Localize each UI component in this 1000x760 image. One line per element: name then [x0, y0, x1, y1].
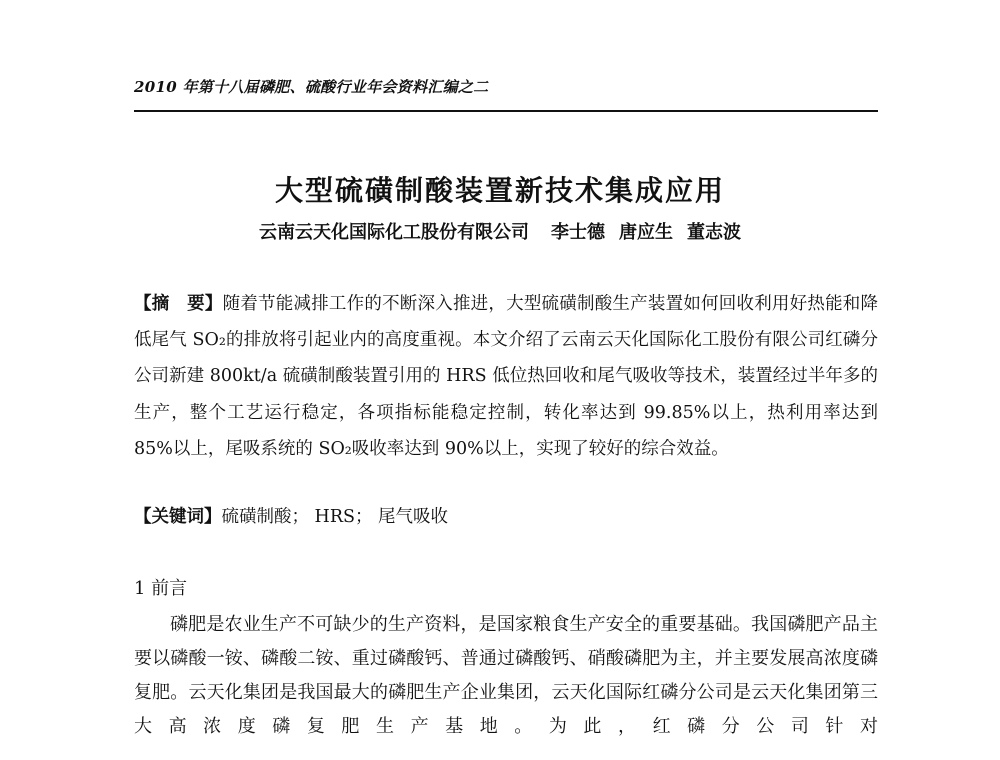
section-heading: 1 前言	[134, 578, 188, 599]
keywords	[134, 502, 878, 532]
keywords-label: 【关键词】	[134, 507, 222, 527]
header-rule	[134, 110, 878, 112]
author-name: 李士德	[551, 222, 605, 243]
author-name: 董志波	[687, 222, 741, 243]
byline	[0, 218, 1000, 244]
abstract	[134, 286, 878, 467]
abstract-label: 【摘 要】	[134, 294, 223, 314]
abstract-text: 随着节能减排工作的不断深入推进，大型硫磺制酸生产装置如何回收利用好热能和降低尾气 SO₂的排放将引起业内的高度重视。本文介绍了云南云天化国际化工股份有限公司红磷分公司新建 800kt/a 硫磺制酸装置引用的 HRS 低位热回收和尾气吸收等技术，装置经过半年多的生产，整个工艺运行稳定，各项指标能稳定控制，转化率达到 99.85%以上，热利用率达到 85%以上，尾吸系统的 SO₂吸收率达到 90%以上，实现了较好的综合效益。	[134, 294, 879, 459]
author-name: 唐应生	[619, 222, 673, 243]
running-header: 2010 年第十八届磷肥、硫酸行业年会资料汇编之二	[134, 78, 489, 96]
body-paragraph: 磷肥是农业生产不可缺少的生产资料，是国家粮食生产安全的重要基础。我国磷肥产品主要以磷酸一铵、磷酸二铵、重过磷酸钙、普通过磷酸钙、硝酸磷肥为主，并主要发展高浓度磷复肥。云天化集团是我国最大的磷肥生产企业集团，云天化国际红磷分公司是云天化集团第三大高浓度磷复肥生产基地。为此，红磷分公司针对	[134, 614, 878, 737]
paper-title: 大型硫磺制酸装置新技术集成应用	[274, 174, 725, 207]
affiliation: 云南云天化国际化工股份有限公司	[259, 222, 529, 243]
keywords-text: 硫磺制酸； HRS； 尾气吸收	[221, 507, 449, 527]
